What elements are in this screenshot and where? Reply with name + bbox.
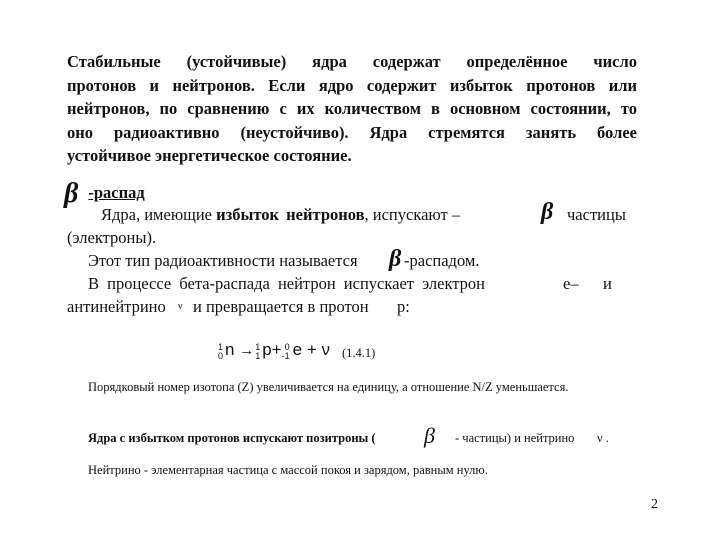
beta-line-4-c: и xyxy=(603,274,612,293)
plus-sign-2: + xyxy=(306,340,317,359)
equation-number: (1.4.1) xyxy=(342,346,376,360)
nu-eq-symbol: ν xyxy=(321,340,330,359)
beta-line-1 xyxy=(101,205,460,225)
neutron-symbol: n xyxy=(225,340,235,359)
particles-word: частицы xyxy=(567,205,626,224)
intro-line-4: оно радиоактивно (неустойчиво). Ядра стремятся занять более xyxy=(67,122,637,142)
arrow-icon: → xyxy=(239,342,255,359)
beta-line-5-a: антинейтрино xyxy=(67,297,166,316)
beta-decay-equation xyxy=(217,340,330,360)
beta-line-4-a: В процессе бета-распада нейтрон испускает электрон xyxy=(88,274,485,293)
intro-line-5: устойчивое энергетическое состояние. xyxy=(67,146,352,165)
n-mass-number: 1 xyxy=(218,342,224,352)
antineutrino-symbol: ν xyxy=(178,301,183,312)
intro-line-3: нейтронов, по сравнению с их количеством в основном состоянии, то xyxy=(67,99,637,118)
beta-heading-text: -распад xyxy=(88,183,145,202)
beta-symbol: β xyxy=(64,178,79,209)
excess-neutrons-text: избыток нейтронов xyxy=(216,205,365,224)
intro-line-1: Стабильные (устойчивые) ядра содержат определённое число xyxy=(67,52,637,71)
beta-line-1-a: Ядра, имеющие xyxy=(101,205,217,224)
positron-nu-symbol: ν . xyxy=(597,431,609,445)
beta-line-5-b: и превращается в протон xyxy=(193,297,369,316)
beta-symbol-4: β xyxy=(424,423,435,448)
neutrino-definition: Нейтрино - элементарная частица с массой покоя и зарядом, равным нулю. xyxy=(88,463,488,477)
beta-line-3-b: -распадом. xyxy=(404,251,480,270)
positron-note-b: - частицы) и нейтрино xyxy=(455,431,575,445)
page-number: 2 xyxy=(651,497,658,512)
intro-paragraph xyxy=(67,50,637,168)
positron-note-a: Ядра с избытком протонов испускают позитроны ( xyxy=(88,431,376,445)
e-mass-number: 0 xyxy=(284,342,290,352)
beta-symbol-2: β xyxy=(541,199,554,225)
beta-symbol-3: β xyxy=(389,246,402,272)
electron-symbol: e– xyxy=(563,274,579,293)
p-charge-number: 1 xyxy=(255,351,261,361)
beta-line-1-c: , испускают – xyxy=(364,205,461,224)
intro-line-2: протонов и нейтронов. Если ядро содержит избыток протонов или xyxy=(67,75,637,95)
beta-line-3-a: Этот тип радиоактивности называется xyxy=(88,251,358,270)
e-charge-number: -1 xyxy=(281,351,290,361)
z-ratio-note: Порядковый номер изотопа (Z) увеличивается на единицу, а отношение N/Z уменьшается. xyxy=(88,380,569,394)
electron-eq-symbol: e xyxy=(292,340,303,359)
beta-line-2: (электроны). xyxy=(67,228,157,247)
plus-sign-1: + xyxy=(271,340,282,359)
p-mass-number: 1 xyxy=(255,342,261,352)
proton-symbol: p xyxy=(262,340,272,359)
beta-line-5-c: p: xyxy=(397,297,410,316)
beta-decay-heading xyxy=(64,178,145,209)
n-charge-number: 0 xyxy=(218,351,224,361)
